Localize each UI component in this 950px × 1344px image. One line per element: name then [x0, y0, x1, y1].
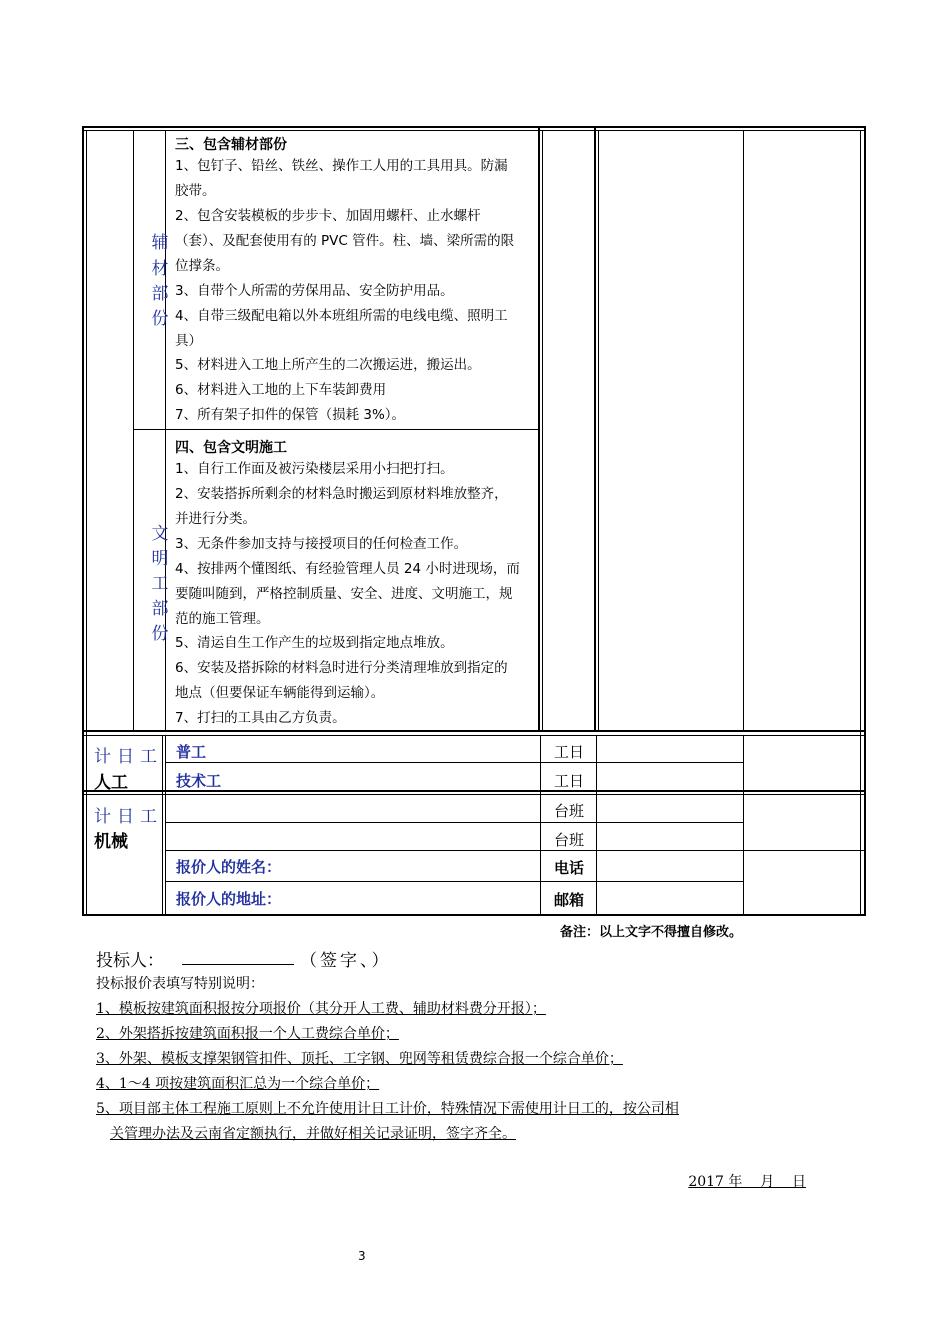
bidder-label: 投标人：	[96, 951, 164, 971]
section4-line: 并进行分类。	[175, 511, 256, 527]
section3-line: 1、包钉子、铅丝、铁丝、操作工人用的工具用具。防漏	[175, 158, 508, 174]
instruction-item: 2、外架搭拆按建筑面积报一个人工费综合单价；	[96, 1026, 399, 1042]
section3-line: 具）	[175, 333, 202, 349]
section4-title: 四、包含文明施工	[175, 440, 287, 456]
instruction-item: 4、1～4 项按建筑面积汇总为一个综合单价；	[96, 1076, 380, 1092]
section3-title: 三、包含辅材部份	[175, 137, 287, 153]
section3-line: 3、自带个人所需的劳保用品、安全防护用品。	[175, 283, 454, 299]
instructions-title: 投标报价表填写特别说明：	[96, 976, 264, 992]
section4-label-char: 部	[151, 599, 169, 619]
section4-line: 地点（但要保证车辆能得到运输）。	[175, 685, 385, 701]
section3-label-char: 辅	[151, 233, 169, 253]
quoter-mail-label: 邮箱	[554, 891, 585, 909]
labor-row-name: 普工	[176, 743, 207, 761]
section3-line: 7、所有架子扣件的保管（损耗 3%）。	[175, 407, 406, 423]
section4-line: 1、自行工作面及被污染楼层采用小扫把打扫。	[175, 461, 454, 477]
daywork-labor-label-bottom: 人工	[94, 773, 128, 793]
section3-line: 5、材料进入工地上所产生的二次搬运进，搬运出。	[175, 357, 481, 373]
instruction-item: 关管理办法及云南省定额执行，并做好相关记录证明，签字齐全。	[110, 1126, 516, 1142]
section4-label-char: 文	[151, 524, 169, 544]
daywork-machine-label: 计日工	[94, 807, 163, 827]
section4-line: 2、安装搭拆所剩余的材料急时搬运到原材料堆放整齐，	[175, 486, 508, 502]
section3-line: 2、包含安装模板的步步卡、加固用螺杆、止水螺杆	[175, 208, 481, 224]
labor-row-unit: 工日	[554, 743, 585, 761]
section3-line: 4、自带三级配电箱以外本班组所需的电线电缆、照明工	[175, 308, 508, 324]
section4-line: 4、按排两个懂图纸、有经验管理人员 24 小时进现场，而	[175, 561, 520, 577]
bidder-sign-note: （签字、）	[300, 951, 392, 971]
section3-label-char: 份	[151, 309, 169, 329]
daywork-labor-label: 计日工	[94, 747, 163, 767]
labor-row-unit: 工日	[554, 772, 585, 790]
daywork-machine-label-bottom: 机械	[94, 832, 128, 852]
section4-label-char: 明	[151, 549, 169, 569]
instruction-item: 3、外架、模板支撑架钢管扣件、顶托、工字钢、兜网等租赁费综合报一个综合单价；	[96, 1051, 623, 1067]
page-number: 3	[358, 1249, 366, 1263]
bidder-signature-line[interactable]	[182, 964, 294, 965]
section4-line: 范的施工管理。	[175, 611, 270, 627]
section4-line: 7、打扫的工具由乙方负责。	[175, 710, 346, 726]
section4-label-char: 份	[151, 624, 169, 644]
remark: 备注：以上文字不得擅自修改。	[560, 925, 743, 940]
labor-row-name: 技术工	[176, 772, 222, 790]
section4-label-char: 工	[151, 574, 169, 594]
instruction-item: 5、项目部主体工程施工原则上不允许使用计日工计价，特殊情况下需使用计日工的，按公司相	[96, 1101, 679, 1117]
section3-label-char: 材	[151, 259, 169, 279]
section4-line: 3、无条件参加支持与接授项目的任何检查工作。	[175, 536, 468, 552]
instruction-item: 1、模板按建筑面积报按分项报价（其分开人工费、辅助材料费分开报）；	[96, 1001, 546, 1017]
section4-line: 5、清运自生工作产生的垃圾到指定地点堆放。	[175, 635, 454, 651]
section3-line: （套）、及配套使用有的 PVC 管件。柱、墙、梁所需的限	[175, 233, 515, 249]
machine-row-unit: 台班	[554, 831, 585, 849]
section4-line: 要随叫随到，严格控制质量、安全、进度、文明施工，规	[175, 586, 513, 602]
section4-line: 6、安装及搭拆除的材料急时进行分类清理堆放到指定的	[175, 660, 508, 676]
quoter-phone-label: 电话	[554, 859, 585, 877]
section3-line: 6、材料进入工地的上下车装卸费用	[175, 382, 387, 398]
machine-row-unit: 台班	[554, 802, 585, 820]
section3-label-char: 部	[151, 284, 169, 304]
section3-line: 胶带。	[175, 183, 216, 199]
quoter-address-label: 报价人的地址：	[176, 890, 282, 908]
section3-line: 位撑条。	[175, 258, 229, 274]
quoter-name-label: 报价人的姓名：	[176, 858, 282, 876]
date: 2017 年 月 日	[688, 1174, 806, 1190]
